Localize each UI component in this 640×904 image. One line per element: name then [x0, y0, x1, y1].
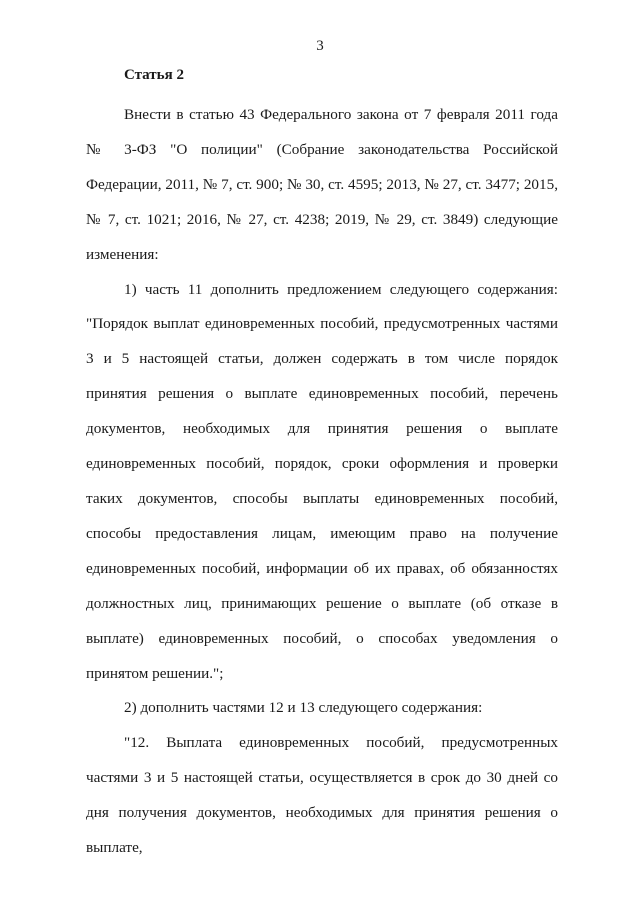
document-body — [86, 98, 558, 866]
paragraph-part-12: "12. Выплата единовременных пособий, предусмотренных частями 3 и 5 настоящей статьи, осуществляется в срок до 30 дней со дня получения документов, необходимых для принятия решения о выплате, — [86, 734, 558, 857]
paragraph-intro: Внести в статью 43 Федерального закона от 7 февраля 2011 года № 3-ФЗ "О полиции" (Собрание законодательства Российской Федерации, 2011, № 7, ст. 900; № 30, ст. 4595; 2013, № 27, ст. 3477; 2015, № 7, ст. 1021; 2016, № 27, ст. 4238; 2019, № 29, ст. 3849) следующие изменения: — [86, 106, 558, 263]
paragraph-item-1: 1) часть 11 дополнить предложением следующего содержания: "Порядок выплат единовременных пособий, предусмотренных частями 3 и 5 настоящей статьи, должен содержать в том числе порядок принятия решения о выплате единовременных пособий, перечень документов, необходимых для принятия решения о выплате единовременных пособий, порядок, сроки оформления и проверки таких документов, способы выплаты единовременных пособий, способы предоставления лицам, имеющим право на получение единовременных пособий, информации об их правах, об обязанностях должностных лиц, принимающих решение о выплате (об отказе в выплате) единовременных пособий, о способах уведомления о принятом решении."; — [86, 280, 558, 682]
page-number: 3 — [316, 38, 324, 54]
paragraph-item-2: 2) дополнить частями 12 и 13 следующего содержания: — [124, 699, 483, 717]
article-heading: Статья 2 — [124, 67, 184, 83]
